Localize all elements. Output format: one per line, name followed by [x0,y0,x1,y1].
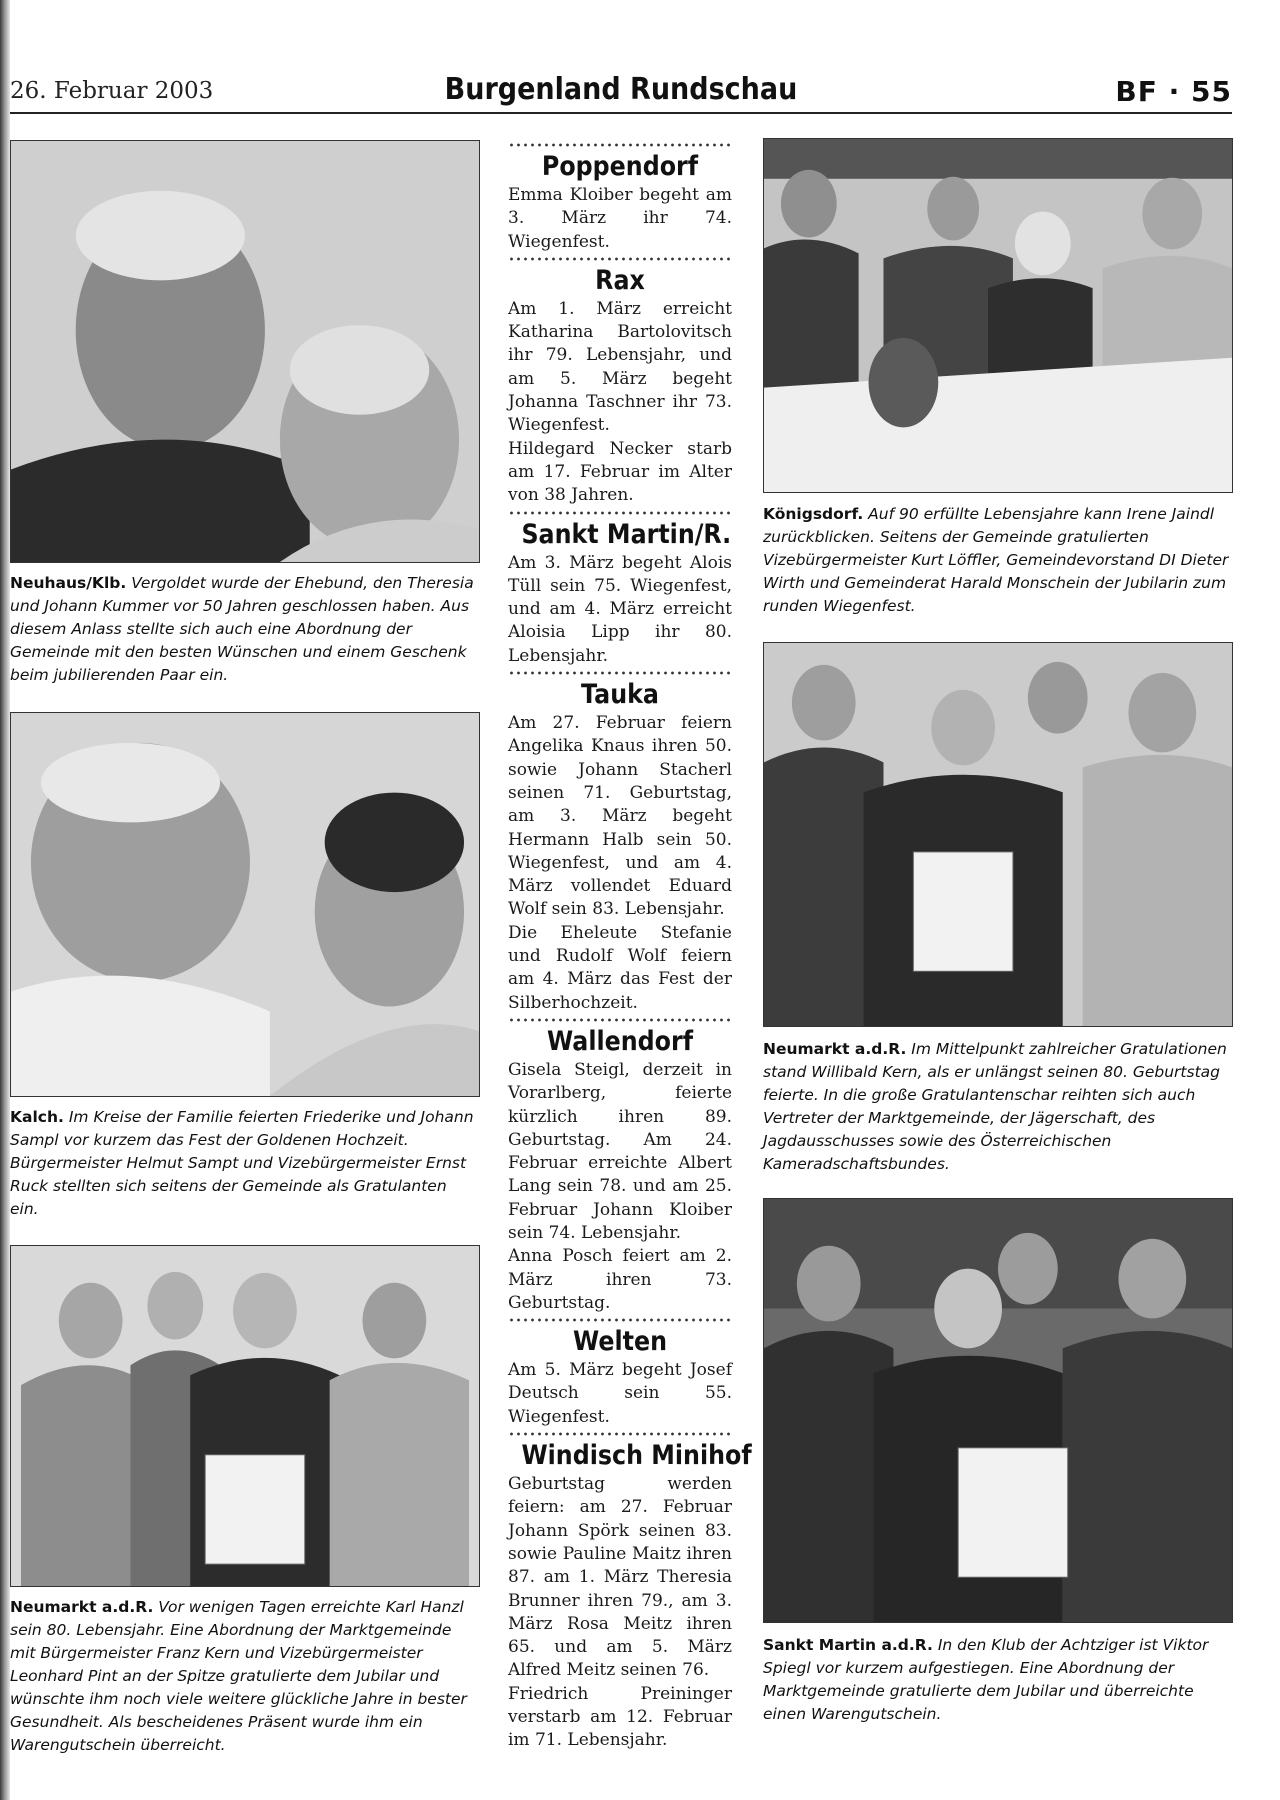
section-paragraph: Friedrich Preininger verstarb am 12. Februar im 71. Lebensjahr. [508,1683,732,1751]
section-heading: Tauka [581,679,659,711]
dotted-divider [508,670,732,676]
caption-place: Königsdorf. [763,505,864,523]
caption-place: Sankt Martin a.d.R. [763,1636,933,1654]
section-heading: Poppendorf [541,151,699,182]
photo-neumarkt-kern [763,642,1233,1027]
section-paragraph: Am 1. März erreicht Katharina Bartolovitsch ihr 79. Lebensjahr, und am 5. März begeht Johanna Taschner ihr 73. Wiegenfest. [508,298,732,436]
section-body [508,1059,732,1315]
section-heading: Windisch Minihof [521,1440,752,1472]
section-body [508,298,732,508]
dotted-divider [508,1431,732,1437]
caption-neumarkt-kern [763,1038,1233,1176]
photo-sankt-martin [763,1198,1233,1623]
caption-text: Vor wenigen Tagen erreichte Karl Hanzl sein 80. Lebensjahr. Eine Abordnung der Marktgemeinde mit Bürgermeister Franz Kern und Vizebürgermeister Leonhard Pint an der Spitze gratulierte dem Jubilar und wünschte ihm noch viele weitere glückliche Jahre in bester Gesundheit. Als bescheidenes Präsent wurde ihm ein Warengutschein überreicht. [10,1598,467,1754]
caption-text: In den Klub der Achtziger ist Viktor Spiegl vor kurzem aufgestiegen. Eine Abordnung der Marktgemeinde gratulierte dem Jubilar und überreichte einen Warengutschein. [763,1636,1209,1723]
caption-kalch [10,1106,480,1221]
masthead [10,70,1232,114]
section-body [508,1473,732,1753]
dotted-divider [508,142,732,148]
section-tauka [508,670,732,1015]
caption-place: Kalch. [10,1108,64,1126]
section-paragraph: Die Eheleute Stefanie und Rudolf Wolf feiern am 4. März das Fest der Silberhochzeit. [508,922,732,1013]
section-paragraph: Am 5. März begeht Josef Deutsch sein 55. Wiegenfest. [508,1360,732,1427]
section-heading: Rax [595,264,645,296]
section-body [508,552,732,668]
caption-place: Neumarkt a.d.R. [763,1040,907,1058]
caption-text: Im Mittelpunkt zahlreicher Gratulationen stand Willibald Kern, als er unlängst seinen 80. Geburtstag feierte. In die große Gratulantenschar reihten sich auch Vertreter der Marktgemeinde, der Jägerschaft, des Jagdausschusses sowie des Österreichischen Kameradschaftsbundes. [763,1040,1227,1173]
page-number: BF · 55 [1115,75,1232,108]
dotted-divider [508,510,732,516]
section-body [508,184,732,254]
caption-place: Neuhaus/Klb. [10,574,127,592]
issue-date: 26. Februar 2003 [10,78,214,104]
photo-kalch [10,712,480,1097]
caption-text: Auf 90 erfüllte Lebensjahre kann Irene Jaindl zurückblicken. Seitens der Gemeinde gratulierten Vizebürgermeister Kurt Löffler, Gemeindevorstand DI Dieter Wirth und Gemeinderat Harald Monschein der Jubilarin zum runden Wiegenfest. [763,505,1229,615]
section-paragraph: Hildegard Necker starb am 17. Februar im Alter von 38 Jahren. [508,438,732,506]
section-heading: Wallendorf [546,1025,694,1057]
section-body [508,1359,732,1429]
dotted-divider [508,256,732,262]
caption-text: Im Kreise der Familie feierten Friederike und Johann Sampl vor kurzem das Fest der Goldenen Hochzeit. Bürgermeister Helmut Sampt und Vizebürgermeister Ernst Ruck stellten sich seitens der Gemeinde als Gratulanten ein. [10,1108,474,1218]
caption-place: Neumarkt a.d.R. [10,1598,154,1616]
caption-text: Vergoldet wurde der Ehebund, den Theresia und Johann Kummer vor 50 Jahren geschlossen haben. Aus diesem Anlass stellte sich auch eine Abordnung der Gemeinde mit den besten Wünschen und einem Geschenk beim jubilierenden Paar ein. [10,574,474,684]
dotted-divider [508,1317,732,1323]
section-body [508,712,732,1015]
announcements-column [508,140,752,1753]
section-sankt-martin-r [508,510,732,668]
section-heading: Sankt Martin/R. [521,518,732,550]
caption-neumarkt-hanzl [10,1596,480,1757]
caption-sankt-martin [763,1634,1233,1726]
photo-neuhaus [10,140,480,563]
section-paragraph: Emma Kloiber begeht am 3. März ihr 74. Wiegenfest. [508,185,732,252]
section-welten [508,1317,732,1429]
section-paragraph: Am 3. März begeht Alois Tüll sein 75. Wiegenfest, und am 4. März erreicht Aloisia Lipp ihr 80. Lebensjahr. [508,552,732,666]
section-paragraph: Am 27. Februar feiern Angelika Knaus ihren 50. sowie Johann Stacherl seinen 71. Geburtstag, am 3. März begeht Hermann Halb sein 50. Wiegenfest, und am 4. März vollendet Eduard Wolf sein 83. Lebensjahr. [508,713,732,920]
page-edge-shadow [0,0,10,1800]
section-paragraph: Geburtstag werden feiern: am 27. Februar Johann Spörk seinen 83. sowie Pauline Maitz ihren 87. am 1. März Theresia Brunner ihren 79., am 3. März Rosa Meitz ihren 65. und am 5. März Alfred Meitz seinen 76. [508,1474,732,1681]
photo-neumarkt-hanzl [10,1245,480,1587]
caption-koenigsdorf [763,503,1233,618]
section-paragraph: Gisela Steigl, derzeit in Vorarlberg, feierte kürzlich ihren 89. Geburtstag. Am 24. Februar erreichte Albert Lang sein 78. und am 25. Februar Johann Kloiber sein 74. Lebensjahr. [508,1059,732,1243]
section-windisch-minihof [508,1431,752,1753]
newspaper-title: Burgenland Rundschau [444,72,798,107]
caption-neuhaus [10,572,480,687]
photo-koenigsdorf [763,138,1233,493]
dotted-divider [508,1017,732,1023]
section-heading: Welten [572,1326,667,1358]
section-wallendorf [508,1017,732,1315]
section-poppendorf [508,142,732,254]
section-paragraph: Anna Posch feiert am 2. März ihren 73. Geburtstag. [508,1246,732,1313]
section-rax [508,256,732,508]
